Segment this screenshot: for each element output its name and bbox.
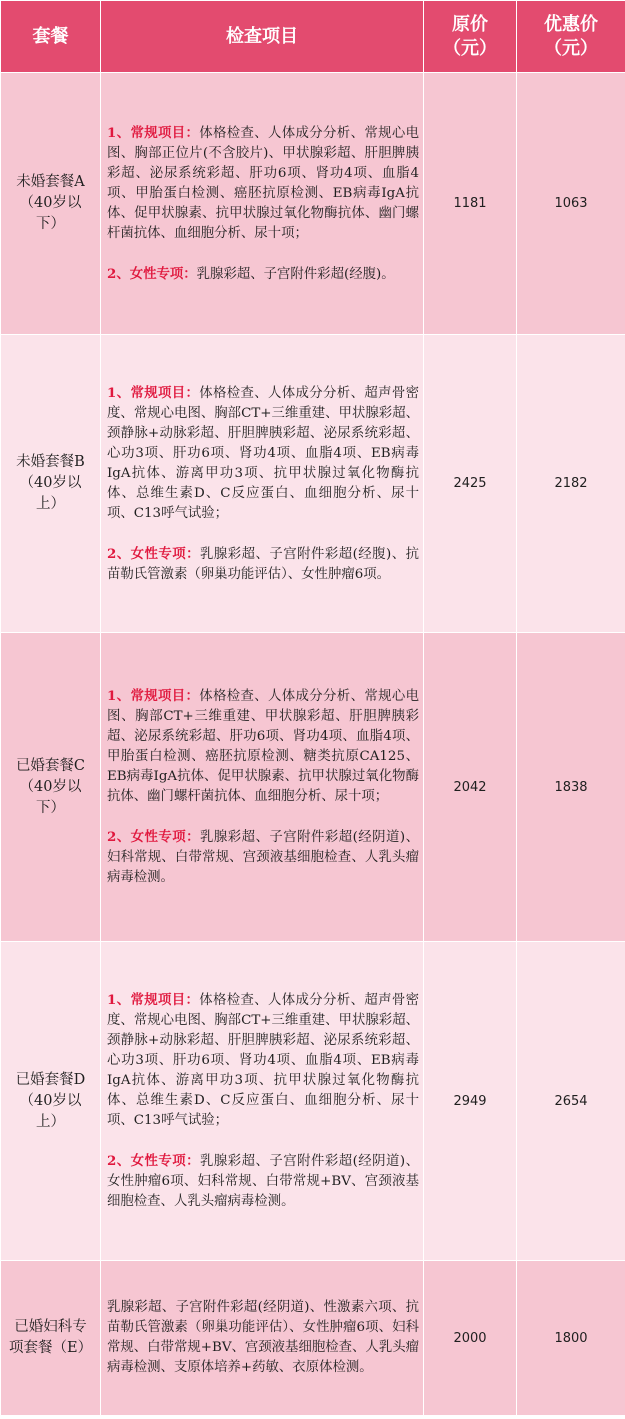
routine-section-title: 1、常规项目： — [107, 124, 200, 141]
routine-section — [107, 383, 419, 524]
female-section-title: 2、女性专项： — [107, 545, 201, 562]
routine-section-text: 体格检查、人体成分分析、超声骨密度、常规心电图、胸部CT+三维重建、甲状腺彩超、颈静脉+动脉彩超、肝胆脾胰彩超、泌尿系统彩超、心功3项、肝功6项、肾功4项、血脂4项、EB病毒IgA抗体、游离甲功3项、抗甲状腺过氧化物酶抗体、总维生素D、C反应蛋白、血细胞分析、尿十项、C13呼气试验； — [107, 385, 419, 521]
discount-price: 1063 — [517, 73, 625, 335]
female-section-title: 2、女性专项： — [107, 265, 197, 282]
original-price: 2042 — [424, 633, 517, 942]
header-original-price-unit: （元） — [443, 37, 497, 59]
routine-section — [107, 990, 419, 1131]
routine-section-text: 体格检查、人体成分分析、超声骨密度、常规心电图、胸部CT+三维重建、甲状腺彩超、颈静脉+动脉彩超、肝胆脾胰彩超、泌尿系统彩超、心功3项、肝功6项、肾功4项、血脂4项、EB病毒IgA抗体、游离甲功3项、抗甲状腺过氧化物酶抗体、总维生素D、C反应蛋白、血细胞分析、尿十项、C13呼气试验； — [107, 993, 419, 1128]
package-items — [101, 633, 424, 942]
female-section-text: 乳腺彩超、子宫附件彩超(经腹)、抗苗勒氏管激素（卵巢功能评估）、女性肿瘤6项。 — [107, 546, 419, 582]
female-section — [107, 827, 419, 888]
package-items — [101, 73, 424, 335]
package-name: 已婚套餐D（40岁以上） — [1, 942, 101, 1261]
table-row — [1, 73, 625, 335]
female-section-title: 2、女性专项： — [107, 1153, 201, 1169]
female-section-text: 乳腺彩超、子宫附件彩超(经阴道)、妇科常规、白带常规、宫颈液基细胞检查、人乳头瘤病毒检测。 — [107, 830, 419, 885]
package-items — [101, 942, 424, 1261]
header-discount-price — [517, 1, 625, 73]
table-row — [1, 335, 625, 633]
routine-section-title: 1、常规项目： — [107, 384, 200, 401]
routine-section-title: 1、常规项目： — [107, 688, 200, 704]
female-section — [107, 544, 419, 585]
original-price: 2000 — [424, 1261, 517, 1416]
routine-section — [107, 686, 419, 807]
original-price: 1181 — [424, 73, 517, 335]
package-name: 已婚妇科专项套餐（E） — [1, 1261, 101, 1416]
female-section-title: 2、女性专项： — [107, 829, 201, 845]
female-section — [107, 264, 419, 285]
female-section-text: 乳腺彩超、子宫附件彩超(经阴道)、女性肿瘤6项、妇科常规、白带常规+BV、宫颈液基细胞检查、人乳头瘤病毒检测。 — [107, 1154, 419, 1209]
female-section-text: 乳腺彩超、子宫附件彩超(经腹)。 — [196, 266, 395, 282]
table-row — [1, 1261, 625, 1416]
discount-price: 1800 — [517, 1261, 625, 1416]
package-items: 乳腺彩超、子宫附件彩超(经阴道)、性激素六项、抗苗勒氏管激素（卵巢功能评估）、女性肿瘤6项、妇科常规、白带常规+BV、宫颈液基细胞检查、人乳头瘤病毒检测、支原体培养+药敏、衣原体检测。 — [101, 1261, 424, 1416]
original-price: 2949 — [424, 942, 517, 1261]
package-name: 未婚套餐B（40岁以上） — [1, 335, 101, 633]
discount-price: 2182 — [517, 335, 625, 633]
package-items — [101, 335, 424, 633]
table-row — [1, 942, 625, 1261]
female-section — [107, 1151, 419, 1212]
discount-price: 2654 — [517, 942, 625, 1261]
header-package — [1, 1, 101, 73]
header-original-price — [424, 1, 517, 73]
routine-section — [107, 123, 419, 244]
table-header-row — [1, 1, 625, 73]
original-price: 2425 — [424, 335, 517, 633]
package-name: 未婚套餐A（40岁以下） — [1, 73, 101, 335]
discount-price: 1838 — [517, 633, 625, 942]
header-items-label: 检查项目 — [226, 25, 298, 47]
routine-section-title: 1、常规项目： — [107, 992, 200, 1008]
package-name: 已婚套餐C（40岁以下） — [1, 633, 101, 942]
header-original-price-label: 原价 — [452, 13, 488, 35]
header-discount-price-label: 优惠价 — [544, 13, 598, 35]
header-package-label: 套餐 — [32, 25, 69, 47]
header-discount-price-unit: （元） — [544, 37, 598, 59]
routine-section-text: 体格检查、人体成分分析、常规心电图、胸部CT+三维重建、甲状腺彩超、肝胆脾胰彩超、泌尿系统彩超、肝功6项、肾功4项、血脂4项、甲胎蛋白检测、癌胚抗原检测、糖类抗原CA125、EB病毒IgA抗体、促甲状腺素、抗甲状腺过氧化物酶抗体、幽门螺杆菌抗体、血细胞分析、尿十项； — [107, 689, 419, 804]
header-items — [101, 1, 424, 73]
routine-section-text: 体格检查、人体成分分析、常规心电图、胸部正位片(不含胶片)、甲状腺彩超、肝胆脾胰彩超、泌尿系统彩超、肝功6项、肾功4项、血脂4项、甲胎蛋白检测、癌胚抗原检测、EB病毒IgA抗体、促甲状腺素、抗甲状腺过氧化物酶抗体、幽门螺杆菌抗体、血细胞分析、尿十项； — [107, 125, 419, 241]
table-row — [1, 633, 625, 942]
